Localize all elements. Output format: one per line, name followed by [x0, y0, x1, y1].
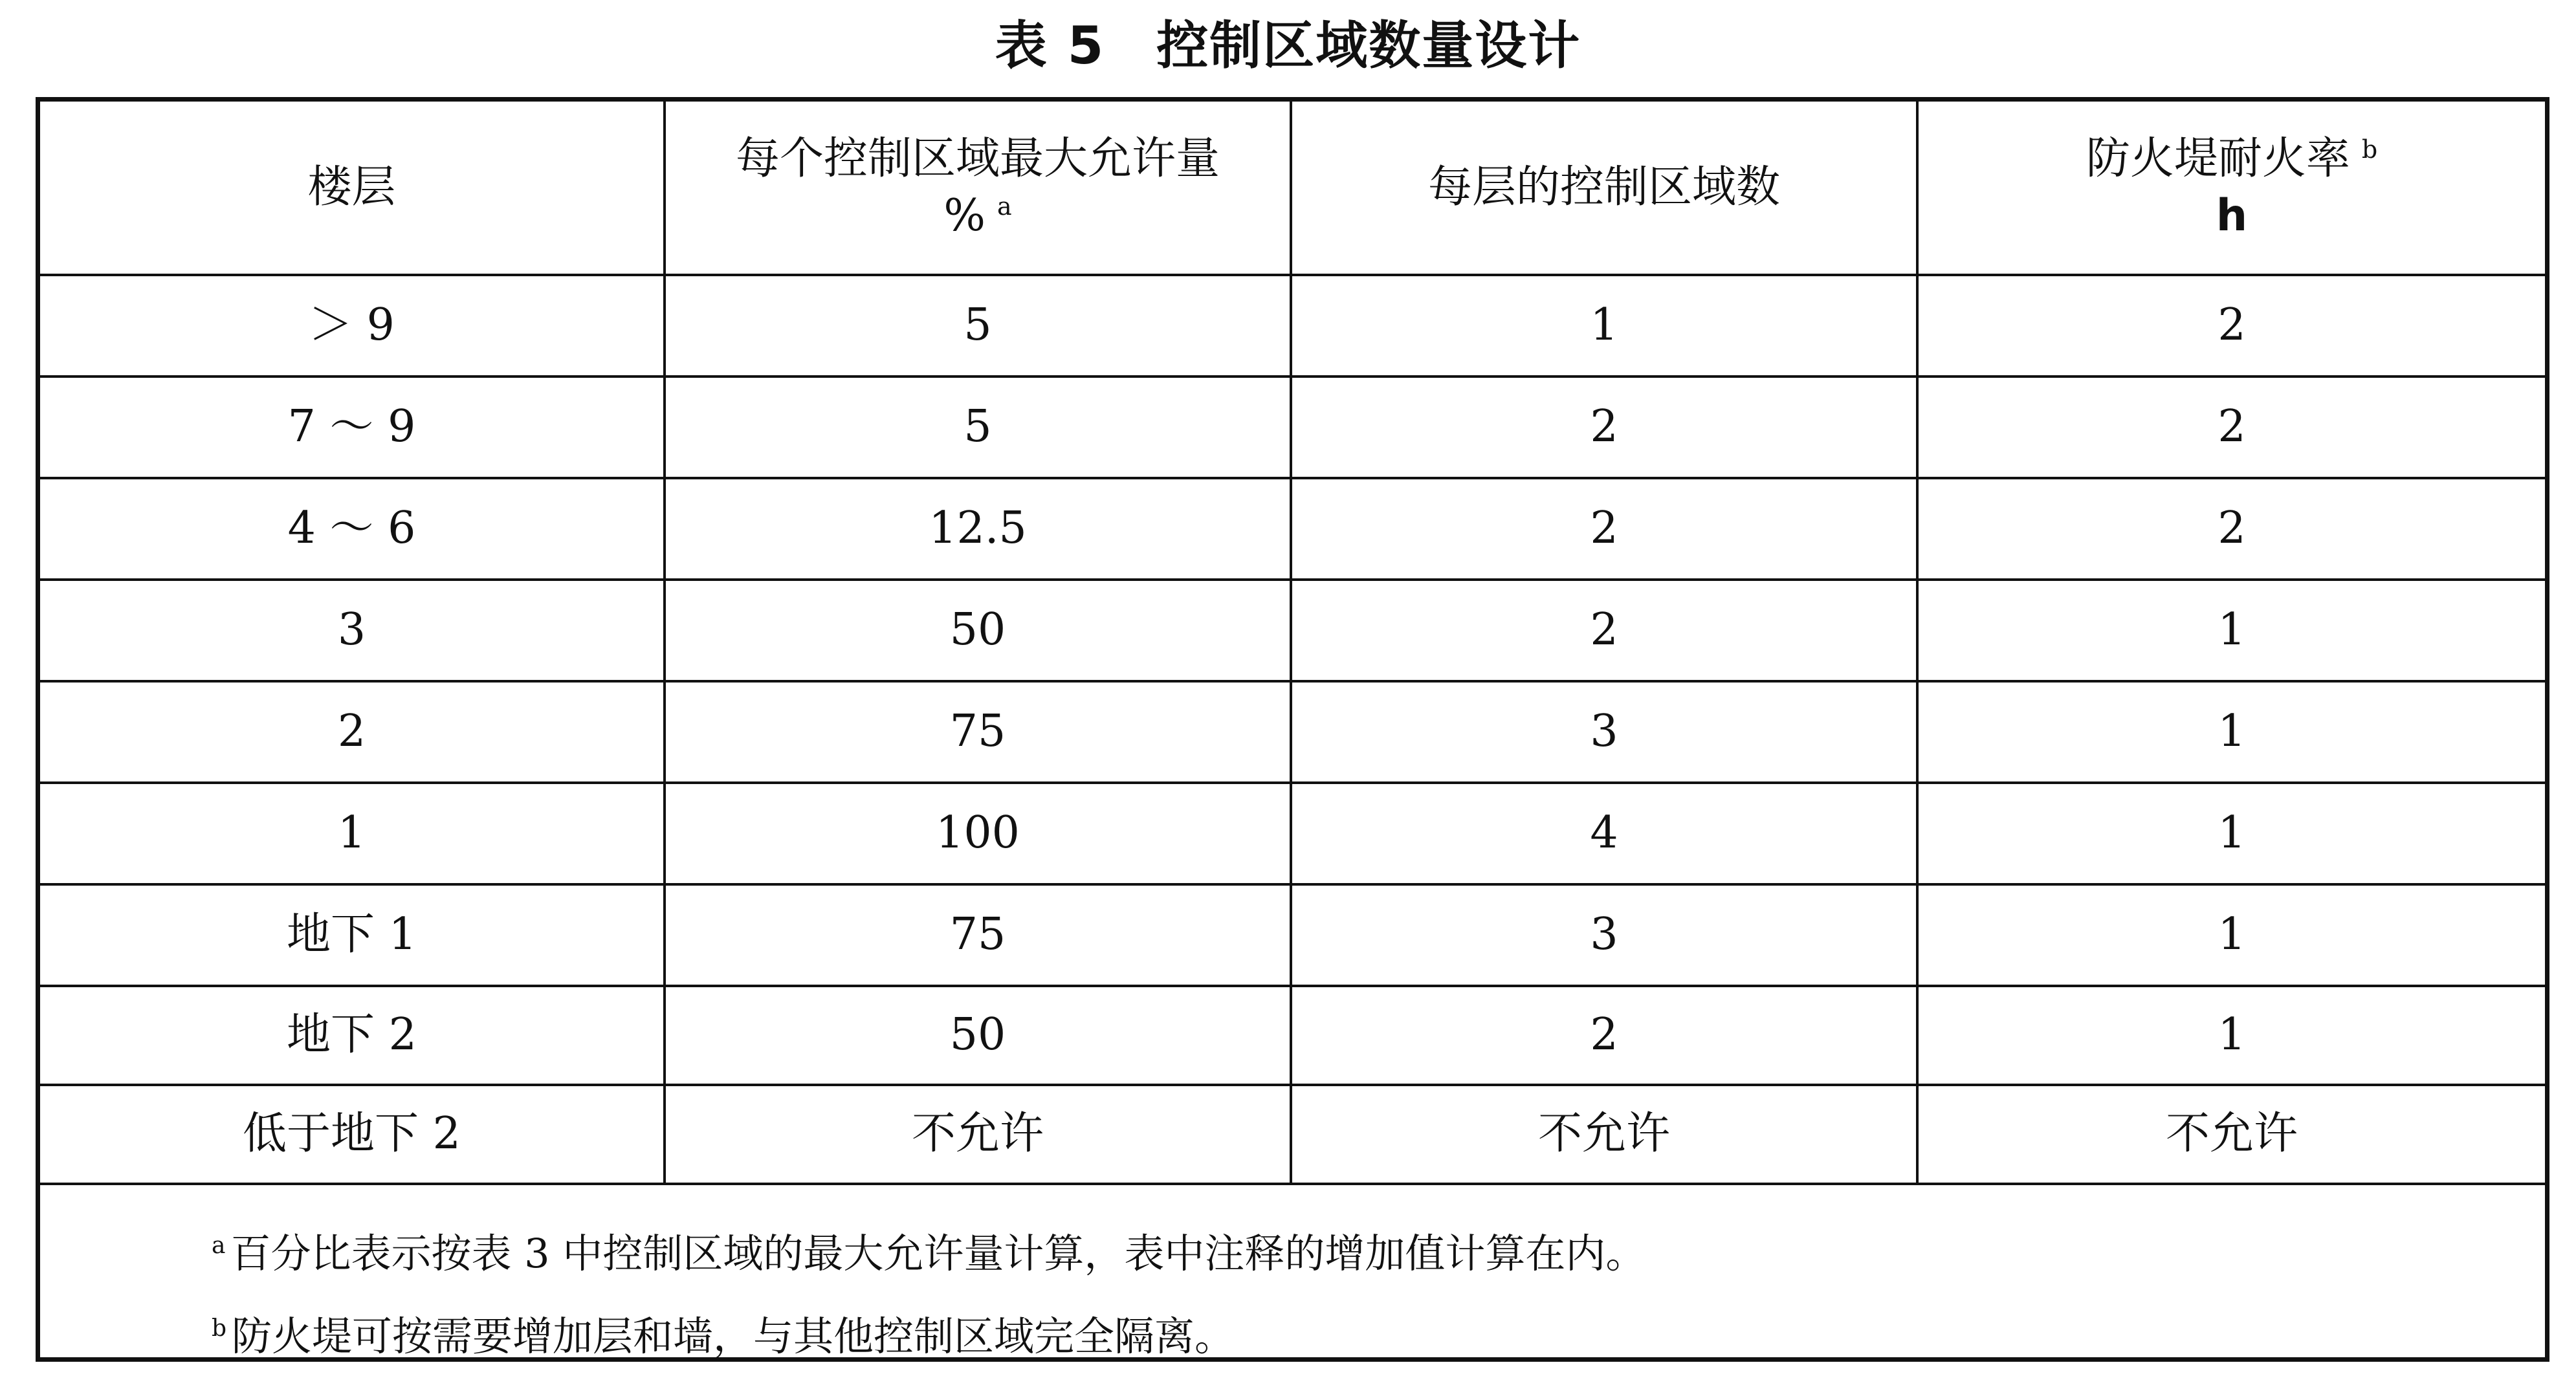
- table-title-text: 控制区域数量设计: [1156, 16, 1581, 76]
- table-cell-fire-rating: 1: [1919, 581, 2545, 683]
- table-grid: [40, 102, 2545, 1185]
- table-cell-floor: 1: [40, 784, 666, 886]
- table-cell-max-allowance: 75: [666, 886, 1292, 987]
- note-a-text: 百分比表示按表 3 中控制区域的最大允许量计算，表中注释的增加值计算在内。: [230, 1230, 1646, 1277]
- header-max-allowance-unit: [943, 188, 1011, 245]
- table-cell-fire-rating: 2: [1919, 479, 2545, 581]
- table-cell-areas-per-floor: 2: [1292, 479, 1919, 581]
- table-cell-floor: 4 ～ 6: [40, 479, 666, 581]
- table-cell-fire-rating: 1: [1919, 683, 2545, 784]
- table-cell-floor: 3: [40, 581, 666, 683]
- header-max-allowance: [666, 102, 1292, 276]
- table-cell-areas-per-floor: 2: [1292, 581, 1919, 683]
- note-a-mark: a: [212, 1232, 226, 1260]
- table-cell-areas-per-floor: 3: [1292, 683, 1919, 784]
- header-areas-per-floor-label: 每层的控制区域数: [1427, 161, 1780, 213]
- table-cell-max-allowance: 12.5: [666, 479, 1292, 581]
- table-cell-max-allowance: 5: [666, 276, 1292, 378]
- table-notes: [40, 1185, 2545, 1360]
- table-cell-floor: 低于地下 2: [40, 1086, 666, 1185]
- note-b: [212, 1295, 2545, 1378]
- table-cell-floor: ＞ 9: [40, 276, 666, 378]
- table-cell-floor: 2: [40, 683, 666, 784]
- table-cell-max-allowance: 50: [666, 987, 1292, 1086]
- header-floor: [40, 102, 666, 276]
- table-cell-max-allowance: 75: [666, 683, 1292, 784]
- table-cell-areas-per-floor: 3: [1292, 886, 1919, 987]
- control-area-table: [36, 97, 2549, 1362]
- table-cell-floor: 地下 1: [40, 886, 666, 987]
- footnote-ref-a: a: [996, 192, 1012, 221]
- table-cell-floor: 地下 2: [40, 987, 666, 1086]
- header-fire-rating: [1919, 102, 2545, 276]
- footnote-ref-b: b: [2361, 135, 2378, 164]
- table-cell-areas-per-floor: 不允许: [1292, 1086, 1919, 1185]
- table-cell-fire-rating: 2: [1919, 276, 2545, 378]
- header-floor-label: 楼层: [307, 161, 396, 213]
- table-title: [0, 8, 2576, 84]
- table-cell-areas-per-floor: 1: [1292, 276, 1919, 378]
- header-areas-per-floor: [1292, 102, 1919, 276]
- note-b-text: 防火堤可按需要增加层和墙，与其他控制区域完全隔离。: [232, 1313, 1235, 1360]
- header-fire-rating-line: [2086, 131, 2377, 188]
- table-cell-max-allowance: 100: [666, 784, 1292, 886]
- table-cell-fire-rating: 2: [1919, 378, 2545, 479]
- table-cell-max-allowance: 5: [666, 378, 1292, 479]
- table-cell-max-allowance: 50: [666, 581, 1292, 683]
- header-max-allowance-unit-text: %: [943, 190, 985, 241]
- table-cell-areas-per-floor: 2: [1292, 987, 1919, 1086]
- table-cell-areas-per-floor: 4: [1292, 784, 1919, 886]
- header-fire-rating-label: 防火堤耐火率: [2086, 133, 2350, 184]
- header-fire-rating-unit: h: [2216, 190, 2248, 241]
- table-cell-areas-per-floor: 2: [1292, 378, 1919, 479]
- table-cell-fire-rating: 1: [1919, 987, 2545, 1086]
- table-cell-fire-rating: 1: [1919, 784, 2545, 886]
- note-a: [212, 1212, 2545, 1295]
- note-b-mark: b: [212, 1315, 227, 1342]
- table-cell-fire-rating: 1: [1919, 886, 2545, 987]
- table-cell-max-allowance: 不允许: [666, 1086, 1292, 1185]
- table-cell-fire-rating: 不允许: [1919, 1086, 2545, 1185]
- table-number: 表 5: [995, 16, 1105, 76]
- header-max-allowance-label: 每个控制区域最大允许量: [735, 133, 1220, 184]
- table-cell-floor: 7 ～ 9: [40, 378, 666, 479]
